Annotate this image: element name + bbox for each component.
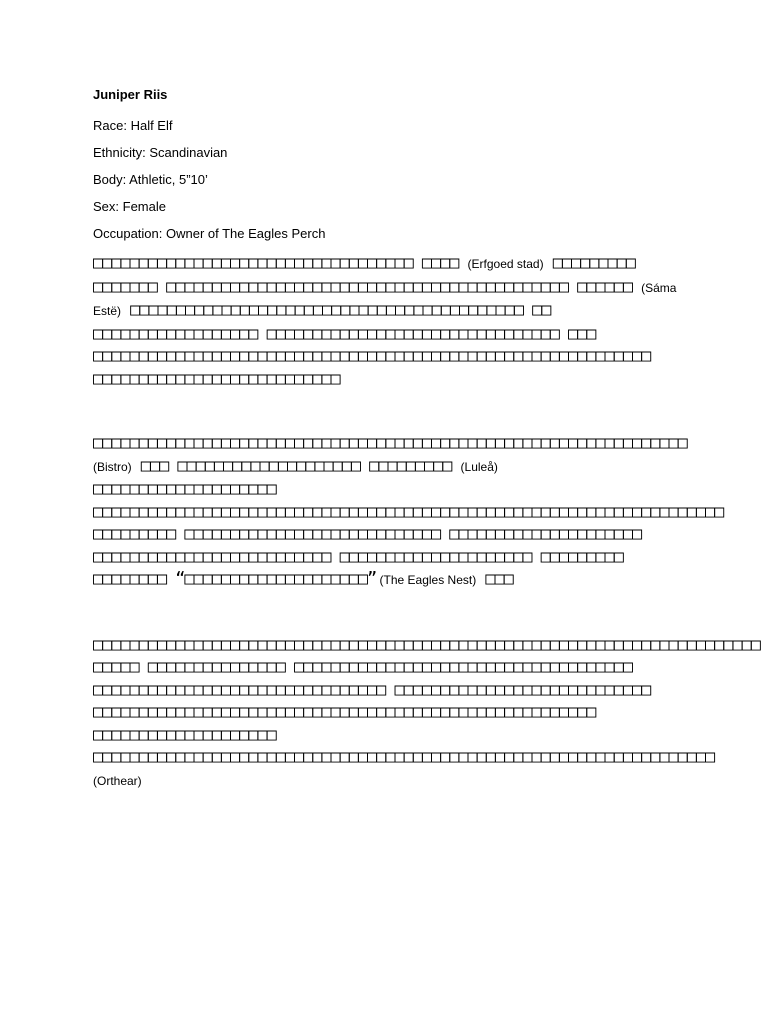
sex-field: Sex: Female [93,199,166,214]
body-paragraph [93,252,678,390]
body-paragraph [93,634,760,793]
ethnicity-field: Ethnicity: Scandinavian [93,145,228,160]
race-field: Race: Half Elf [93,118,173,133]
unrendered-glyph-text: □□□ □□□□□□□□□□□□□□□□□□□□ □□□□□□□□□ [131,455,461,476]
body-field: Body: Athletic, 5”10’ [93,172,208,187]
inline-latin-text: (Luleå) [460,459,498,474]
inline-latin-text: (The Eagles Nest) [376,573,477,587]
unrendered-glyph-text: □□□□□□□□□□□□□□□□□□□□ □□□□□□□□□□□□□□□□□□□□□□□□□□□□□□□□□□□□□□□□□□□□□□□□□□□□□□□□□□□□□□□□□□□□□ □□□□□□□□□ □□□□□□□□□□□□□□□□□□□□□□□□□□□□ □□□□□□□□□□□□□□□□□□□□□ □□□□□□□□□□□□□□□□□□□□□□□□□□ □□□□□□□□□□□□□□□□□□□□□ □□□□□□□□□ □□□□□□□□ “□□□□□□□□□□□□□□□□□□□□” [93,479,724,589]
document-page [93,86,760,792]
unrendered-glyph-text: □□□□□□□□□□□□□□□□□□□□□□□□□□□□□□□□□□□□□□□□□□□□□□□□□□□□□□□□□□□□□□□□□ [93,433,687,453]
unrendered-glyph-text: □□□□□□□□□□□□□□□□□□□□□□□□□□□□□□□□□□□□□□□□□□□□□□□□□□□□□□□□□□□□□□□□□□□□□□□□□ □□□□□ □□□□□□□□□□□□□□□ □□□□□□□□□□□□□□□□□□□□□□□□□□□□□□□□□□□□□ □□□□□□□□□□□□□□□□□□□□□□□□□□□□□□□□ □□□□□□□□□□□□□□□□□□□□□□□□□□□□ □□□□□□□□□□□□□□□□□□□□□□□□□□□□□□□□□□□□□□□□□□□□□□□□□□□□□□□ □□□□□□□□□□□□□□□□□□□□ □□□□□□□□□□□□□□□□□□□□□□□□□□□□□□□□□□□□□□□□□□□□□□□□□□□□□□□□□□□□□□□□□□□□ [93,634,760,767]
unrendered-glyph-text: □□□□□□□□□□□□□□□□□□□□□□□□□□□□□□□□□□□ □□□□ [93,253,468,273]
unrendered-glyph-text: □□□ [476,569,513,589]
inline-latin-text: (Bistro) [93,459,132,474]
unrendered-glyph-text: □□□□□□□□□ □□□□□□□ □□□□□□□□□□□□□□□□□□□□□□□□□□□□□□□□□□□□□□□□□□□□ □□□□□□ [93,253,642,297]
character-name-heading: Juniper Riis [93,87,168,102]
occupation-field: Occupation: Owner of The Eagles Perch [93,226,326,241]
inline-latin-text: (Sáma Estë) [93,280,677,318]
unrendered-glyph-text: □□□□□□□□□□□□□□□□□□□□□□□□□□□□□□□□□□□□□□□□□□□ □□ □□□□□□□□□□□□□□□□□□ □□□□□□□□□□□□□□□□□□□□□□□□□□□□□□□□ □□□ □□□□□□□□□□□□□□□□□□□□□□□□□□□□□□□□□□□□□□□□□□□□□□□□□□□□□□□□□□□□□ □□□□□□□□□□□□□□□□□□□□□□□□□□□ [93,300,651,389]
body-text [93,252,760,792]
inline-latin-text: (Orthear) [93,773,142,788]
body-paragraph [93,432,724,592]
inline-latin-text: (Erfgoed stad) [467,257,544,271]
